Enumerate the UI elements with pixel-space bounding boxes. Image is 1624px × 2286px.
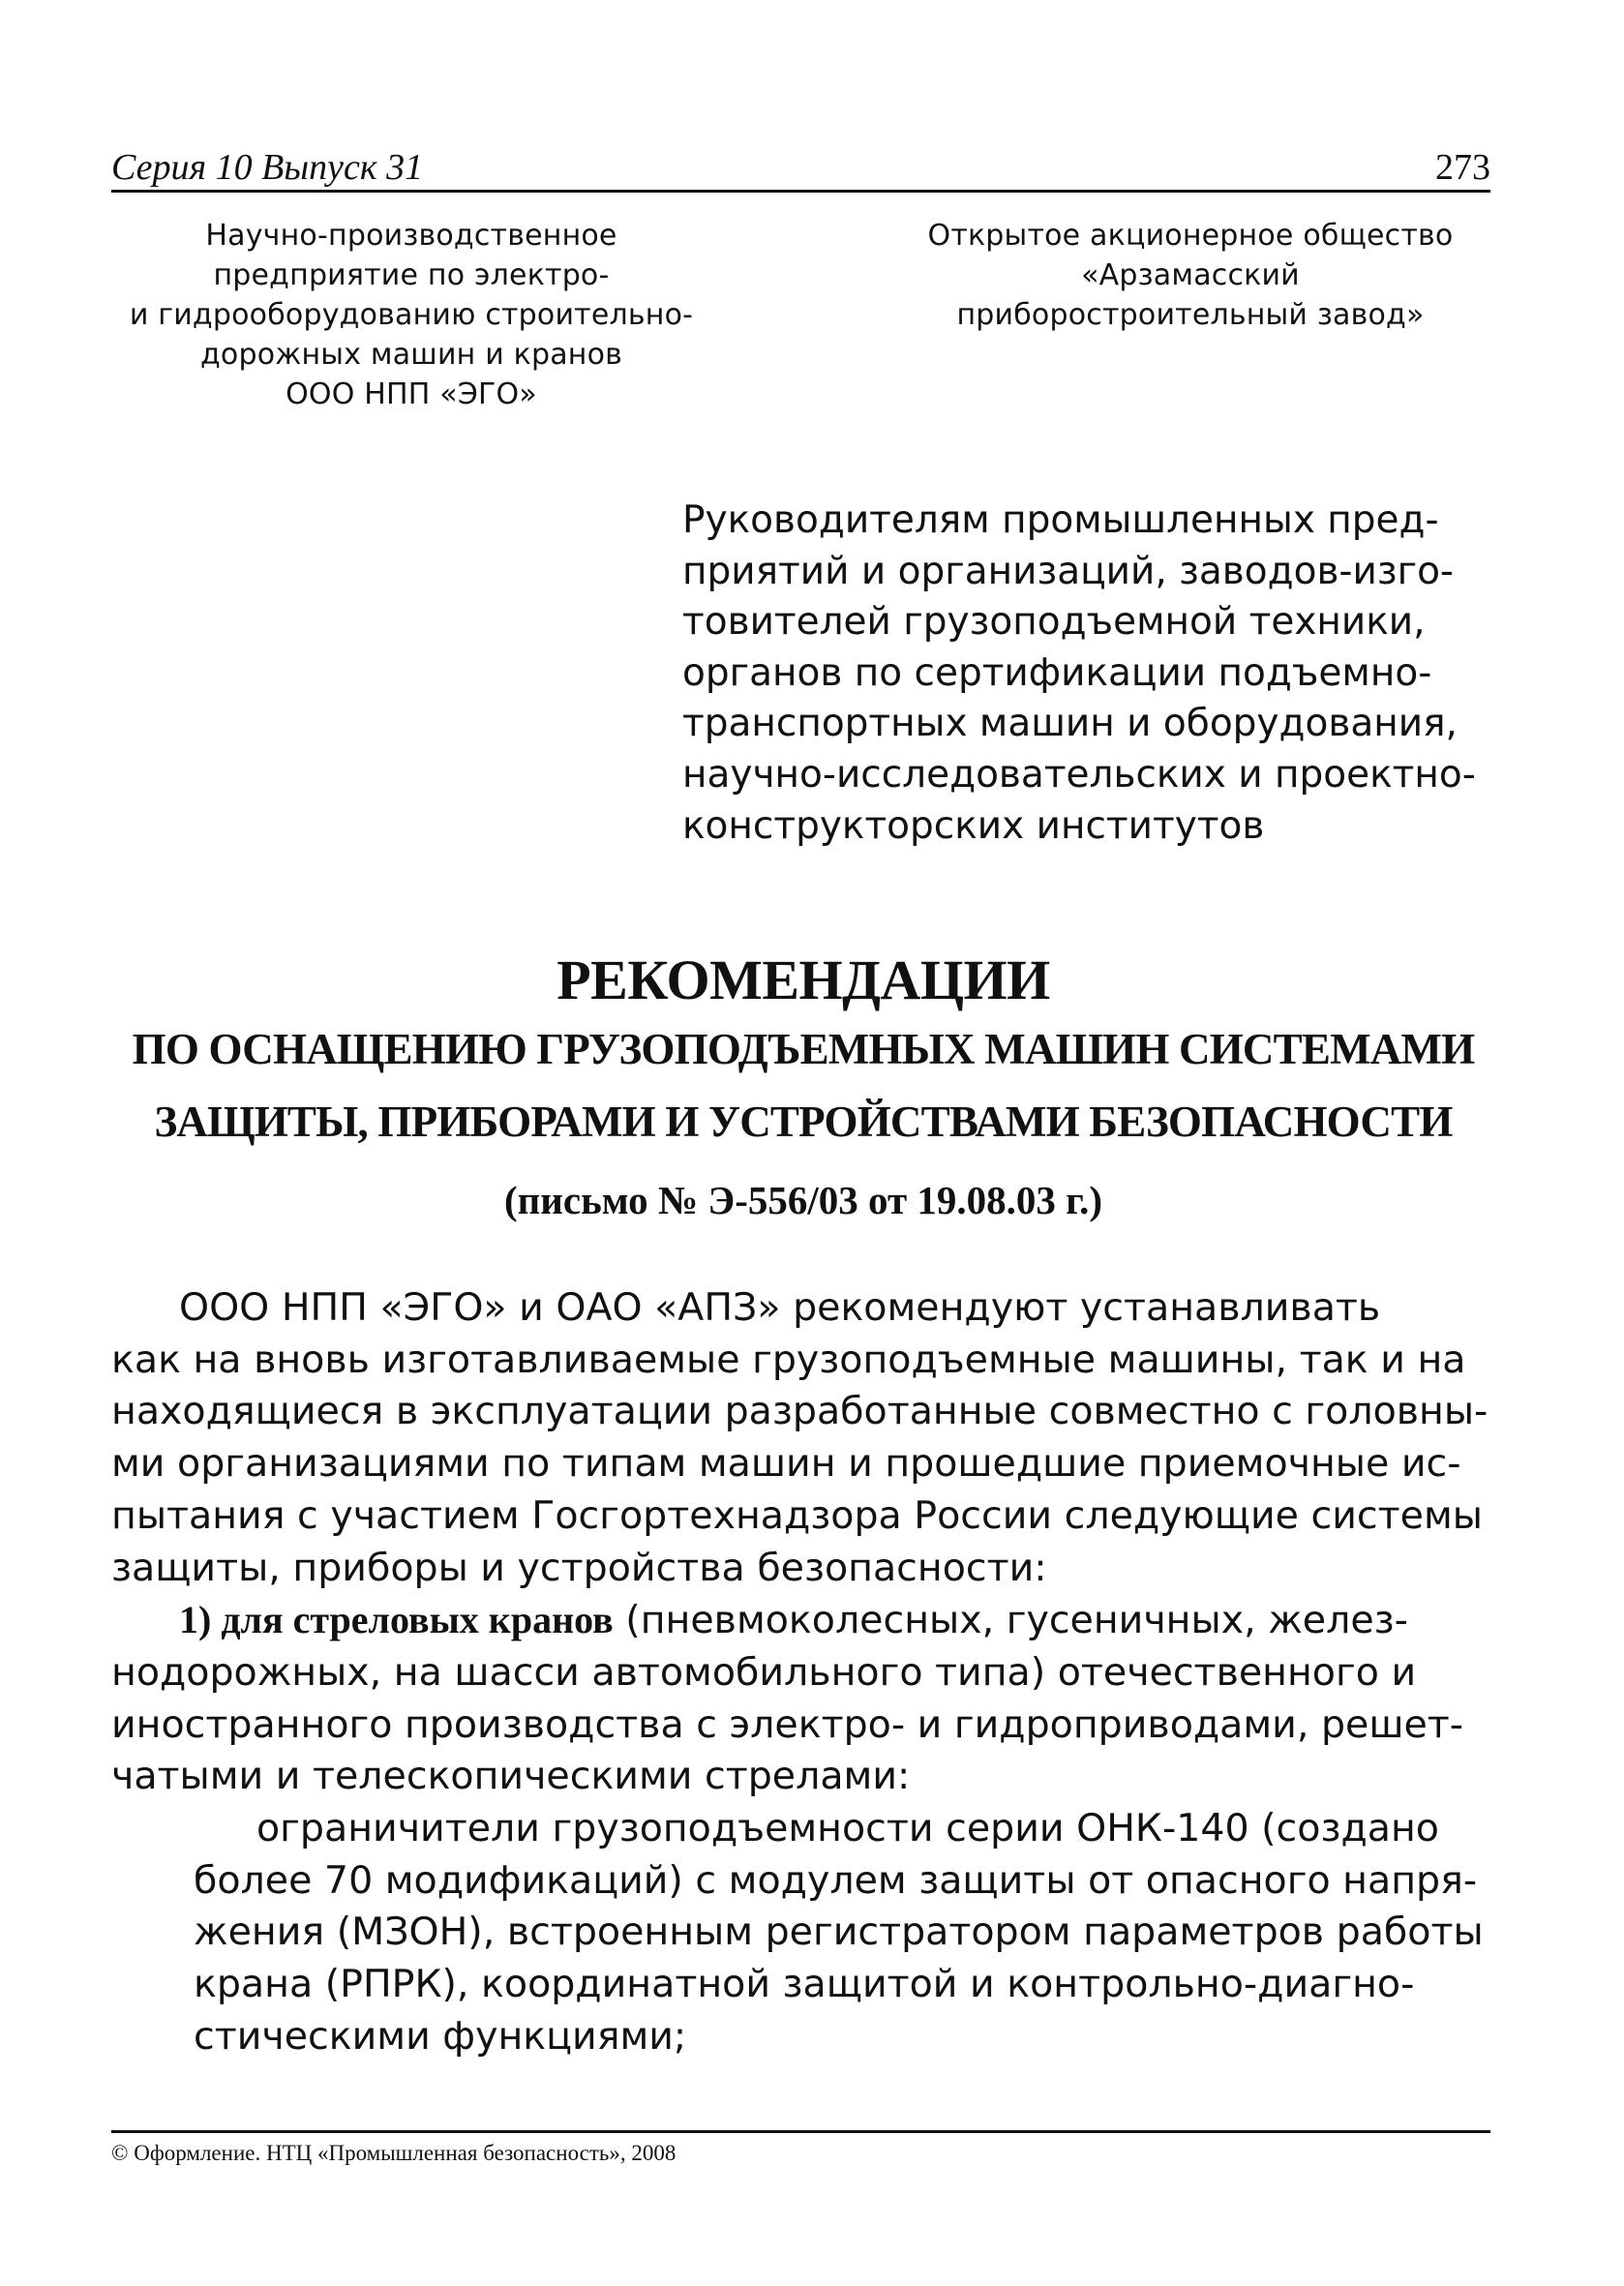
org-left-block	[92, 216, 731, 414]
letter-reference: (письмо № Э-556/03 от 19.08.03 г.)	[504, 1178, 1102, 1222]
addressee-line: конструкторских институтов	[682, 803, 1265, 848]
addressee-line: товителей грузоподъемной техники,	[682, 600, 1426, 645]
org-right-line: приборостроительный завод»	[956, 298, 1425, 332]
org-left-line: дорожных машин и кранов	[199, 338, 623, 372]
sub-item-line: крана (РПРК), координатной защитой и контрольно-диагно-	[194, 1962, 1415, 2007]
org-left-line: Научно-производственное	[205, 219, 617, 253]
list-item-lead: 1) для стреловых кранов	[179, 1598, 614, 1642]
document-subtitle-line: ПО ОСНАЩЕНИЮ ГРУЗОПОДЪЕМНЫХ МАШИН СИСТЕМАМИ	[132, 1025, 1475, 1073]
sub-item-line: ограничители грузоподъемности серии ОНК-140 (создано	[256, 1806, 1439, 1851]
org-right-line: «Арзамасский	[1081, 258, 1300, 292]
running-head	[111, 143, 1490, 192]
org-right-block	[871, 216, 1510, 335]
footer-rule	[111, 2130, 1490, 2133]
document-subtitle-line: ЗАЩИТЫ, ПРИБОРАМИ И УСТРОЙСТВАМИ БЕЗОПАСНОСТИ	[154, 1098, 1453, 1146]
org-right-line: Открытое акционерное общество	[927, 219, 1454, 253]
body-text	[111, 1282, 1490, 2063]
org-left-line: ООО НПП «ЭГО»	[286, 377, 537, 411]
body-line: как на вновь изготавливаемые грузоподъемные машины, так и на	[111, 1337, 1466, 1382]
addressee-line: приятий и организаций, заводов-изго-	[682, 549, 1455, 593]
copyright-footer: © Оформление. НТЦ «Промышленная безопасность», 2008	[111, 2141, 677, 2165]
addressee-line: транспортных машин и оборудования,	[682, 702, 1458, 746]
addressee-line: органов по сертификации подъемно-	[682, 650, 1432, 695]
body-line: защиты, приборы и устройства безопасности:	[111, 1545, 1047, 1590]
addressee-block	[682, 496, 1495, 852]
list-item-rest: (пневмоколесных, гусеничных, желез-	[613, 1598, 1408, 1643]
addressee-line: научно-исследовательских и проектно-	[682, 752, 1476, 797]
series-label: Серия 10 Выпуск 31	[111, 147, 424, 188]
body-line: чатыми и телескопическими стрелами:	[111, 1754, 911, 1799]
page-number: 273	[1435, 147, 1490, 188]
body-line: ми организациями по типам машин и прошедшие приемочные ис-	[111, 1441, 1461, 1487]
org-left-line: и гидрооборудованию строительно-	[129, 298, 694, 332]
sub-item-line: более 70 модификаций) с модулем защиты от опасного напря-	[194, 1857, 1478, 1903]
body-line: находящиеся в эксплуатации разработанные совместно с головны-	[111, 1389, 1489, 1434]
body-line: нодорожных, на шасси автомобильного типа) отечественного и	[111, 1649, 1417, 1695]
sub-item-line: жения (МЗОН), встроенным регистратором параметров работы	[194, 1910, 1484, 1955]
body-line: пытания с участием Госгортехнадзора России следующие системы	[111, 1492, 1483, 1538]
sub-item-line: стическими функциями;	[194, 2013, 687, 2059]
list-item-line	[111, 1594, 1490, 1647]
header-rule	[111, 190, 1490, 193]
body-line: иностранного производства с электро- и гидроприводами, решет-	[111, 1701, 1464, 1747]
org-left-line: предприятие по электро-	[213, 258, 610, 292]
document-title: РЕКОМЕНДАЦИИ	[556, 948, 1050, 1011]
body-line: ООО НПП «ЭГО» и ОАО «АПЗ» рекомендуют устанавливать	[179, 1285, 1381, 1330]
addressee-line: Руководителям промышленных пред-	[682, 498, 1439, 542]
